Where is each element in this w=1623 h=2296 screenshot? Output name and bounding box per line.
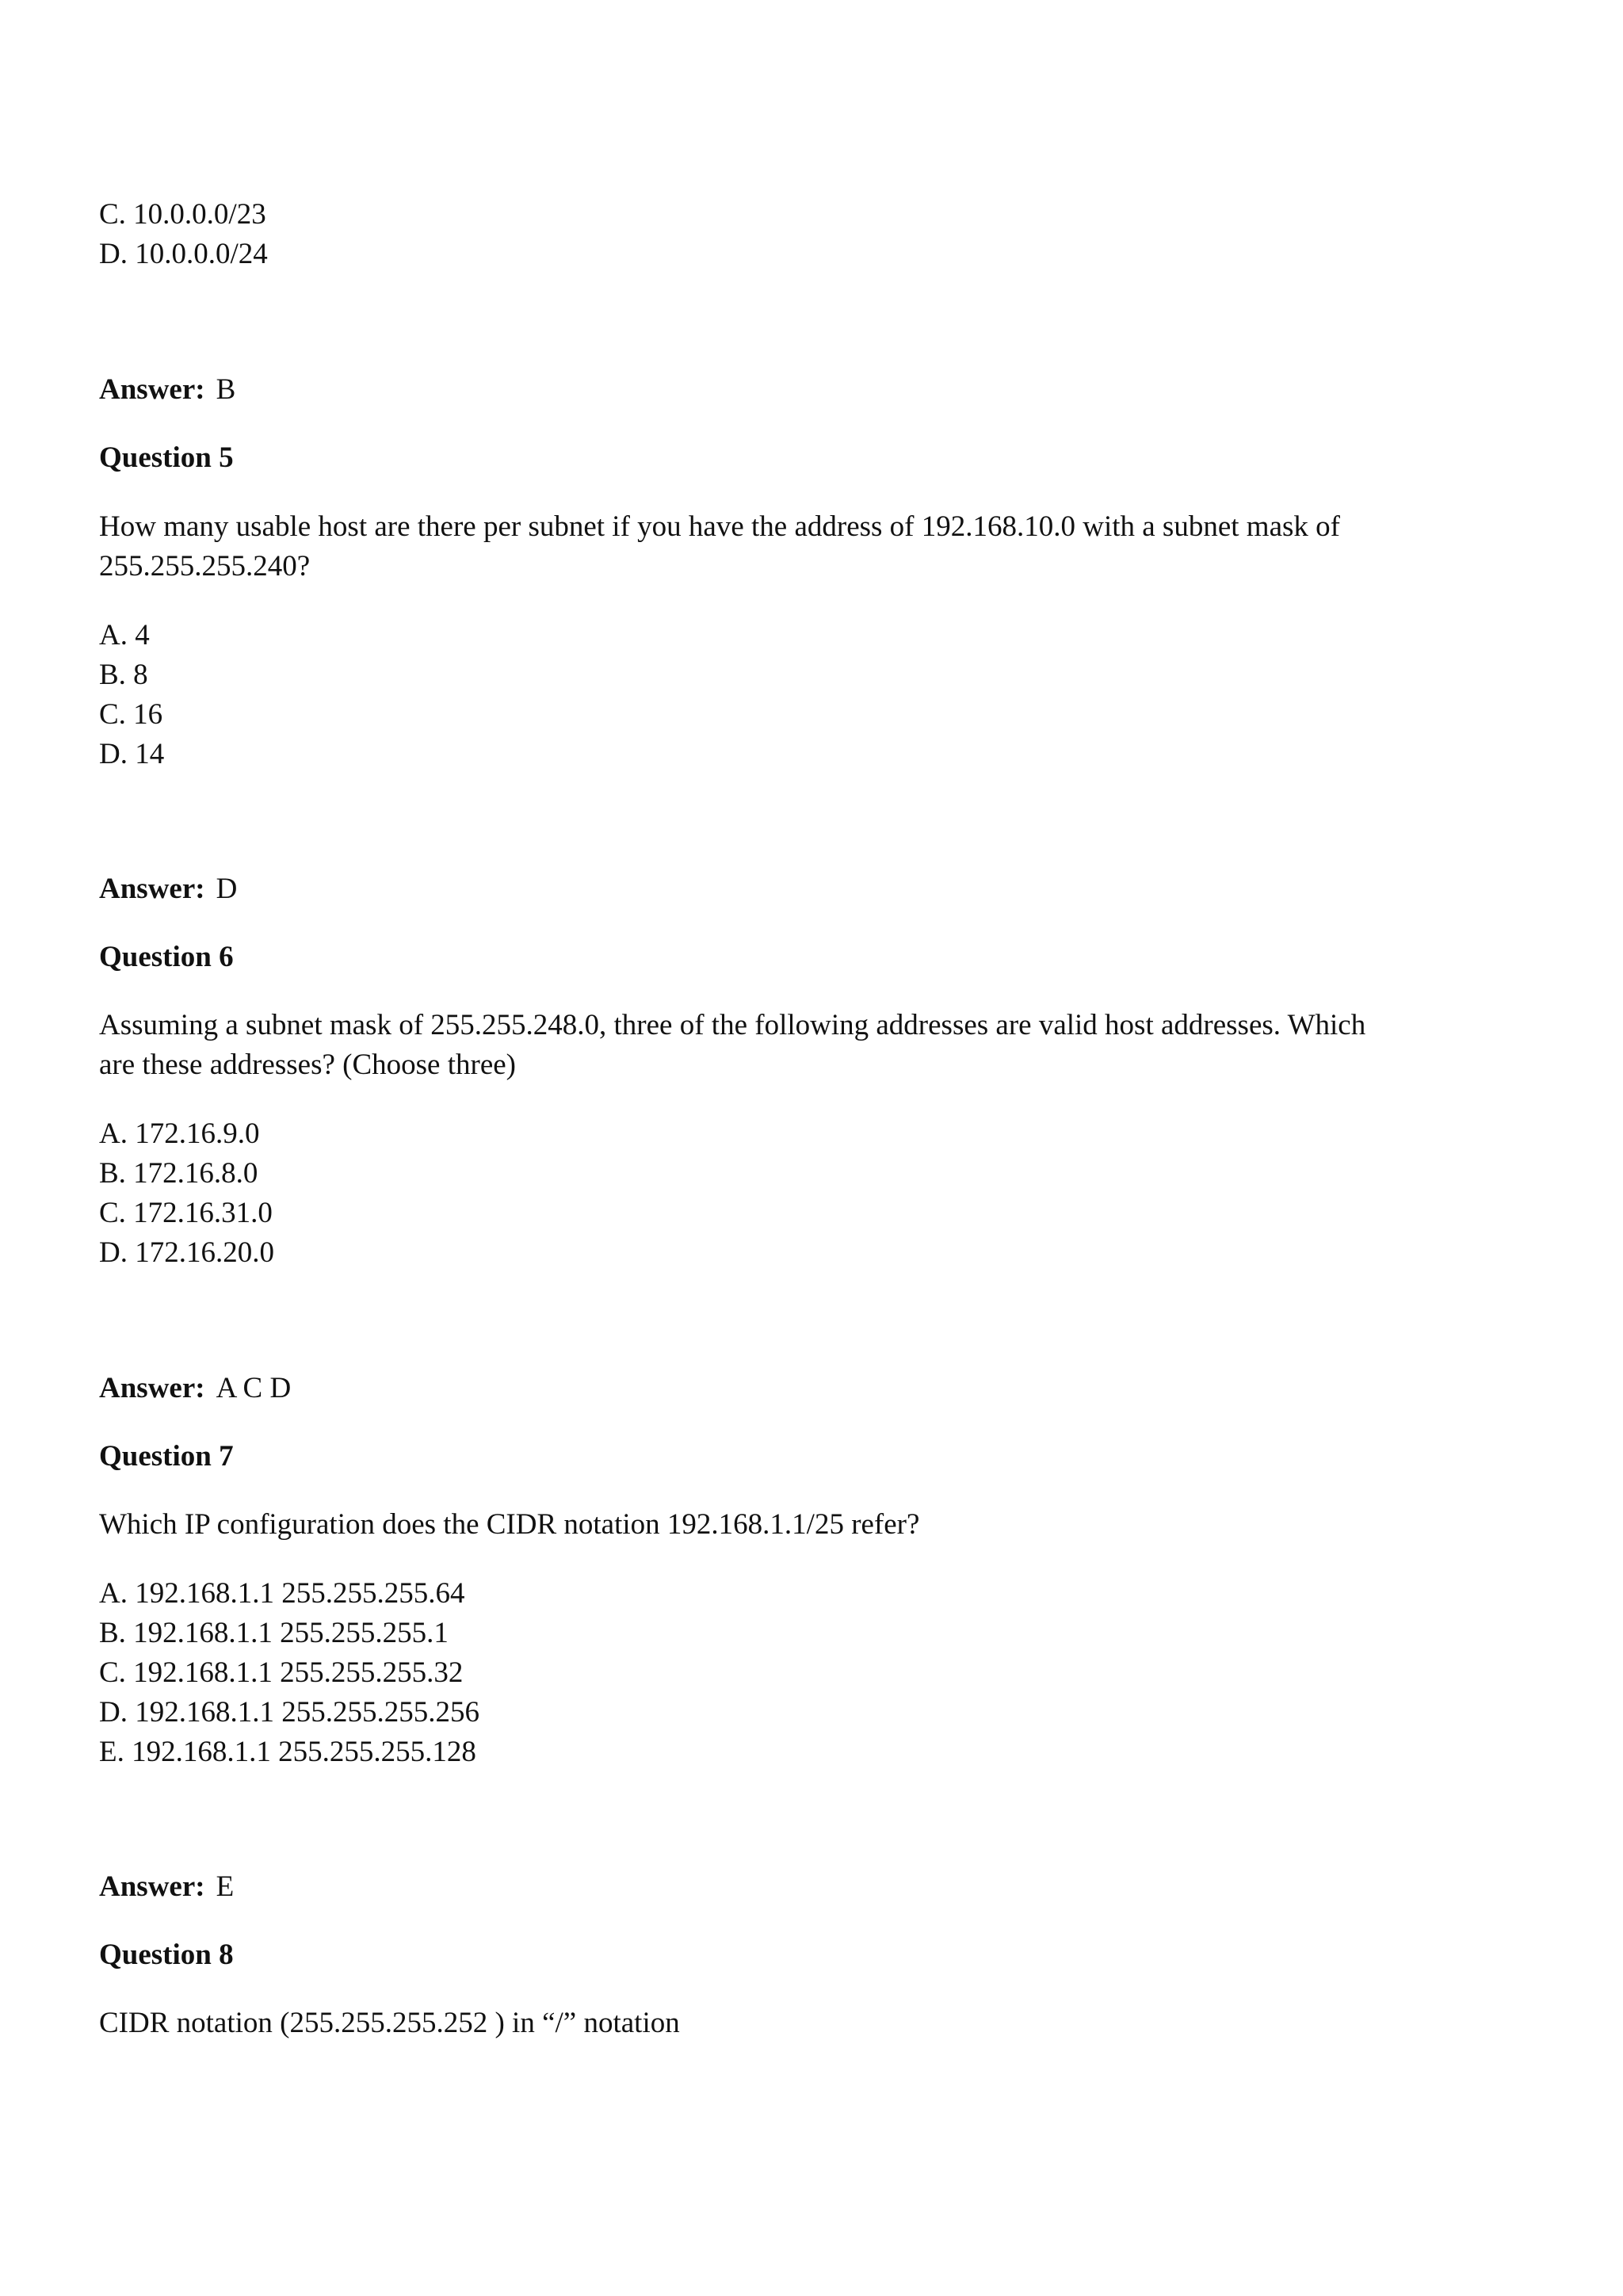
question-5-title: Question 5 — [99, 441, 234, 474]
question-6-text-line2: are these addresses? (Choose three) — [99, 1049, 516, 1081]
question-8-text-line1: CIDR notation (255.255.255.252 ) in “/” notation — [99, 2007, 680, 2039]
answer-value: E — [216, 1870, 235, 1903]
question-5-option-d: D. 14 — [99, 738, 165, 770]
answer-label: Answer: — [99, 1372, 205, 1404]
answer-value: D — [216, 873, 238, 905]
question-6-option-a: A. 172.16.9.0 — [99, 1117, 260, 1150]
question-5-option-c: C. 16 — [99, 698, 163, 731]
option-d: D. 10.0.0.0/24 — [99, 238, 268, 270]
question-7-option-a: A. 192.168.1.1 255.255.255.64 — [99, 1577, 465, 1610]
answer-q6 — [99, 1369, 291, 1408]
answer-value: A C D — [216, 1372, 292, 1404]
question-5-text-line1: How many usable host are there per subnet if you have the address of 192.168.10.0 with a subnet mask of — [99, 510, 1340, 543]
question-7-option-b: B. 192.168.1.1 255.255.255.1 — [99, 1617, 449, 1649]
answer-label: Answer: — [99, 373, 205, 406]
question-6-option-c: C. 172.16.31.0 — [99, 1197, 273, 1229]
answer-q7 — [99, 1867, 234, 1907]
answer-label: Answer: — [99, 873, 205, 905]
question-7-option-e: E. 192.168.1.1 255.255.255.128 — [99, 1736, 476, 1768]
option-c: C. 10.0.0.0/23 — [99, 198, 266, 231]
answer-q4 — [99, 370, 235, 410]
question-7-option-d: D. 192.168.1.1 255.255.255.256 — [99, 1696, 479, 1729]
question-7-text-line1: Which IP configuration does the CIDR notation 192.168.1.1/25 refer? — [99, 1508, 920, 1541]
question-6-option-b: B. 172.16.8.0 — [99, 1157, 258, 1190]
question-7-option-c: C. 192.168.1.1 255.255.255.32 — [99, 1656, 464, 1689]
answer-value: B — [216, 373, 236, 406]
question-6-text-line1: Assuming a subnet mask of 255.255.248.0, three of the following addresses are valid host addresses. Which — [99, 1009, 1366, 1041]
question-6-option-d: D. 172.16.20.0 — [99, 1236, 274, 1269]
answer-q5 — [99, 869, 237, 909]
question-8-title: Question 8 — [99, 1939, 234, 1971]
answer-label: Answer: — [99, 1870, 205, 1903]
question-5-text-line2: 255.255.255.240? — [99, 550, 311, 583]
question-5-option-a: A. 4 — [99, 619, 150, 651]
question-7-title: Question 7 — [99, 1440, 234, 1473]
question-6-title: Question 6 — [99, 941, 234, 973]
question-5-option-b: B. 8 — [99, 659, 148, 691]
